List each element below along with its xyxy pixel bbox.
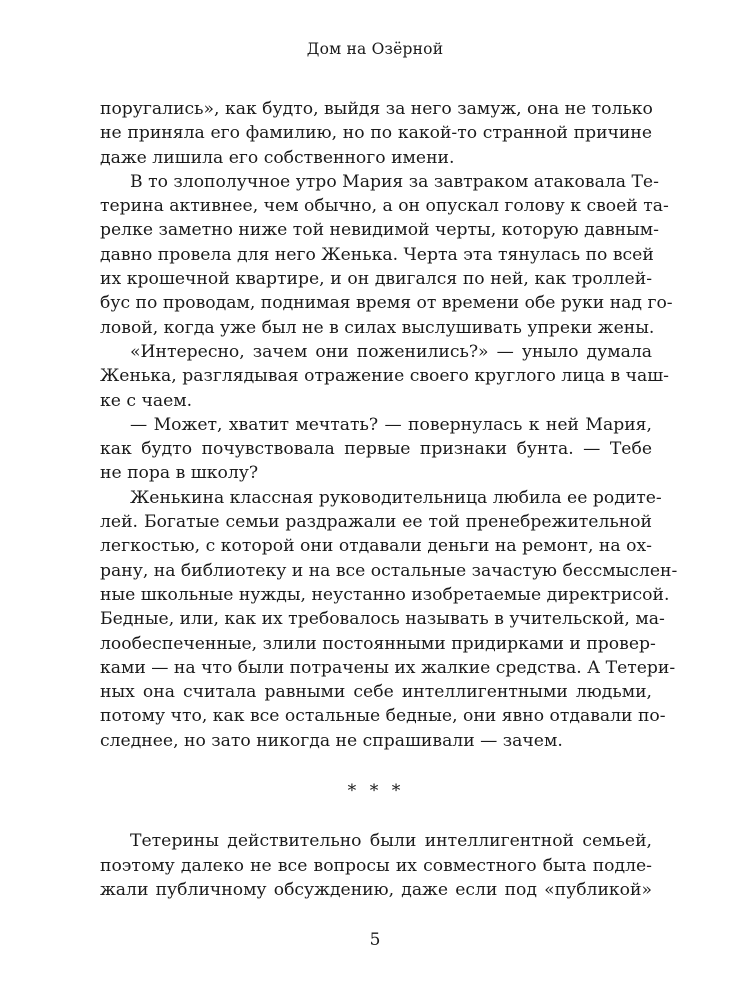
text-before-separator <box>100 97 678 753</box>
paragraph <box>100 340 669 413</box>
text-line: жали публичному обсуждению, даже если под «публикой» <box>100 879 652 900</box>
text-line: давно провела для него Женька. Черта эта тянулась по всей <box>100 244 654 265</box>
text-line: лообеспеченные, злили постоянными придирками и провер- <box>100 633 656 654</box>
text-line: даже лишила его собственного имени. <box>100 147 455 168</box>
section-separator: * * * <box>347 781 405 802</box>
text-line: Женька, разглядывая отражение своего круглого лица в чаш- <box>100 366 669 387</box>
running-head: Дом на Озёрной <box>306 40 444 58</box>
text-after-separator <box>100 829 652 902</box>
body-text <box>100 97 678 902</box>
paragraph <box>100 829 652 902</box>
text-line: Женькина классная руководительница любила ее родите- <box>130 487 662 508</box>
text-line: их крошечной квартире, и он двигался по ней, как троллей- <box>100 269 652 290</box>
text-line: поругались», как будто, выйдя за него замуж, она не только <box>100 99 653 119</box>
text-line: не пора в школу? <box>100 463 259 484</box>
paragraph <box>100 97 652 170</box>
text-line: «Интересно, зачем они поженились?» — уныло думала <box>130 341 652 362</box>
text-line: легкостью, с которой они отдавали деньги на ремонт, на ох- <box>100 536 652 557</box>
text-line: Бедные, или, как их требовалось называть в учительской, ма- <box>100 609 665 630</box>
text-line: ные школьные нужды, неустанно изобретаемые директрисой. <box>100 584 670 605</box>
paragraph <box>100 170 673 340</box>
text-line: ками — на что были потрачены их жалкие средства. А Тетери- <box>100 657 676 678</box>
paragraph <box>100 413 652 486</box>
text-line: бус по проводам, поднимая время от времени обе руки над го- <box>100 293 673 314</box>
text-line: релке заметно ниже той невидимой черты, которую давным- <box>100 220 659 241</box>
text-line: поэтому далеко не все вопросы их совместного быта подле- <box>100 855 652 876</box>
text-line: — Может, хватит мечтать? — повернулась к ней Мария, <box>130 414 652 435</box>
text-line: ных она считала равными себе интеллигентными людьми, <box>100 682 652 703</box>
text-line: Тетерины действительно были интеллигентной семьей, <box>130 831 652 852</box>
text-line: не приняла его фамилию, но по какой-то странной причине <box>100 123 652 144</box>
paragraph <box>100 486 678 753</box>
page-number: 5 <box>369 930 381 950</box>
text-line: терина активнее, чем обычно, а он опускал голову к своей та- <box>100 196 669 217</box>
text-line: В то злополучное утро Мария за завтраком атаковала Те- <box>130 171 659 192</box>
text-line: лей. Богатые семьи раздражали ее той пренебрежительной <box>100 512 652 533</box>
text-line: рану, на библиотеку и на все остальные зачастую бессмыслен- <box>100 560 678 581</box>
text-line: как будто почувствовала первые признаки бунта. — Тебе <box>100 439 652 460</box>
text-line: следнее, но зато никогда не спрашивали — зачем. <box>100 730 563 751</box>
text-line: ловой, когда уже был не в силах выслушивать упреки жены. <box>100 317 655 338</box>
text-line: потому что, как все остальные бедные, они явно отдавали по- <box>100 706 666 727</box>
text-line: ке с чаем. <box>100 390 193 411</box>
